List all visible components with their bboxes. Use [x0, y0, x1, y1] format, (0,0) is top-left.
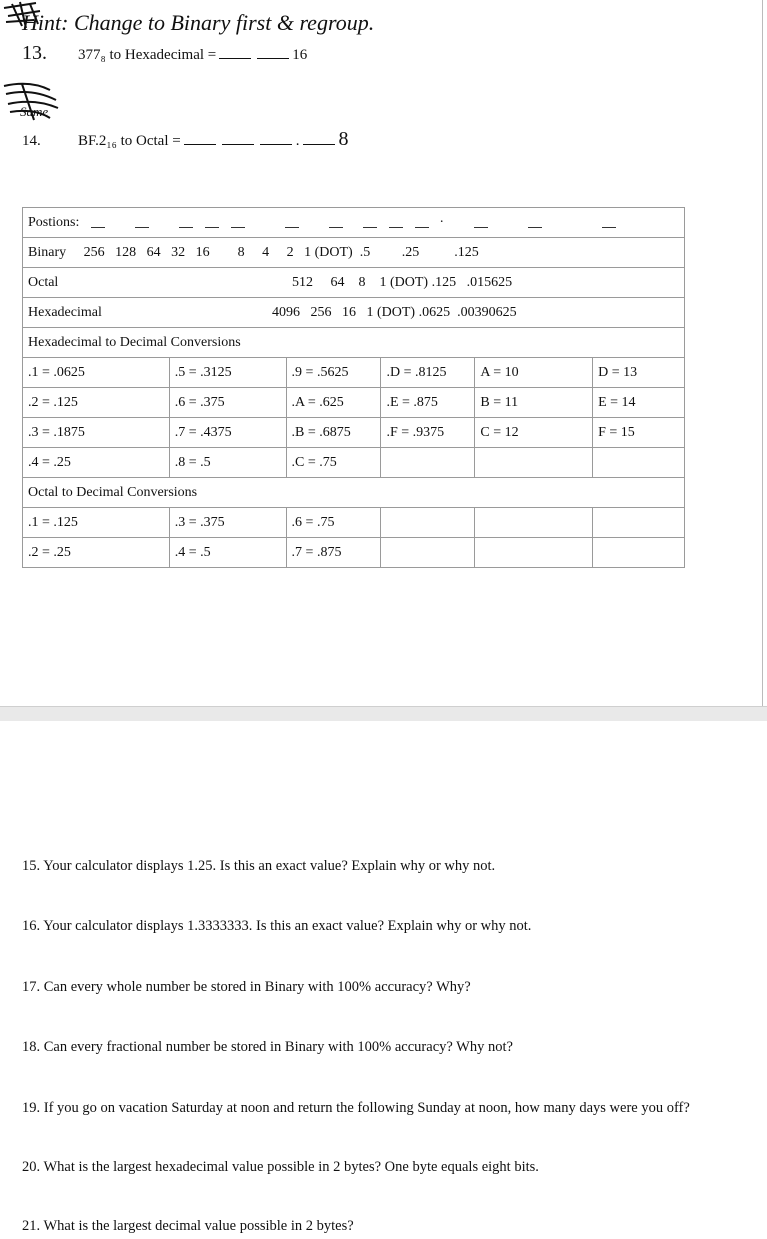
- table-cell: D = 13: [593, 358, 685, 388]
- page-edge: [762, 0, 763, 706]
- annotation-same: Same: [20, 104, 49, 119]
- table-cell: .2 = .25: [23, 538, 170, 568]
- binary-values: 256 128 64 32 16 8 4 2 1 (DOT) .5 .25 .125: [83, 244, 479, 260]
- table-cell: [593, 508, 685, 538]
- positions-label: Postions:: [28, 214, 80, 230]
- question-21: 21. What is the largest decimal value possible in 2 bytes?: [22, 1218, 354, 1234]
- hex-dec-title-row: [23, 328, 685, 358]
- table-cell: .5 = .3125: [169, 358, 286, 388]
- question-14-base: 8: [338, 128, 349, 150]
- answer-blank[interactable]: [260, 132, 292, 145]
- table-cell: .A = .625: [286, 388, 381, 418]
- octal-row: [23, 268, 685, 298]
- table-cell: [593, 538, 685, 568]
- question-14: 14. BF.2₁₆ to Octal = . 8: [22, 128, 349, 150]
- page-separator: [0, 706, 767, 722]
- table-cell: [475, 538, 593, 568]
- hex-label: Hexadecimal: [28, 304, 102, 320]
- table-cell: .6 = .375: [169, 388, 286, 418]
- table-cell: E = 14: [593, 388, 685, 418]
- table-row: [23, 358, 685, 388]
- answer-blank[interactable]: [184, 132, 216, 145]
- table-cell: B = 11: [475, 388, 593, 418]
- table-row: [23, 418, 685, 448]
- question-13: [22, 42, 307, 65]
- table-cell: .7 = .4375: [169, 418, 286, 448]
- table-cell: [475, 448, 593, 478]
- table-cell: .2 = .125: [23, 388, 170, 418]
- answer-blank[interactable]: [303, 132, 335, 145]
- question-13-number: 13.: [22, 42, 47, 64]
- table-cell: .1 = .125: [23, 508, 170, 538]
- question-18: 18. Can every fractional number be stored in Binary with 100% accuracy? Why not?: [22, 1039, 513, 1055]
- hex-row: [23, 298, 685, 328]
- table-cell: [381, 508, 475, 538]
- table-row: [23, 448, 685, 478]
- question-17: 17. Can every whole number be stored in Binary with 100% accuracy? Why?: [22, 979, 471, 995]
- table-cell: .F = .9375: [381, 418, 475, 448]
- binary-label: Binary: [28, 244, 67, 260]
- table-cell: .3 = .1875: [23, 418, 170, 448]
- table-row: [23, 538, 685, 568]
- positions-row: Postions: ·: [23, 208, 685, 238]
- oct-dec-title-row: [23, 478, 685, 508]
- table-cell: .3 = .375: [169, 508, 286, 538]
- table-cell: [593, 448, 685, 478]
- oct-dec-title: Octal to Decimal Conversions: [23, 478, 685, 508]
- hex-values: 4096 256 16 1 (DOT) .0625 .00390625: [272, 304, 517, 320]
- table-cell: .9 = .5625: [286, 358, 381, 388]
- hint-text: Hint: Change to Binary first & regroup.: [22, 10, 375, 35]
- table-cell: .4 = .5: [169, 538, 286, 568]
- octal-values: 512 64 8 1 (DOT) .125 .015625: [292, 274, 513, 290]
- answer-blank[interactable]: [222, 132, 254, 145]
- question-14-number: 14.: [22, 133, 41, 149]
- question-13-text: 377₈ to Hexadecimal =: [78, 47, 217, 63]
- question-19: 19. If you go on vacation Saturday at noon and return the following Sunday at noon, how many days were you off?: [22, 1100, 690, 1116]
- table-cell: .8 = .5: [169, 448, 286, 478]
- worksheet-page-2: [0, 721, 767, 1239]
- table-row: [23, 388, 685, 418]
- answer-blank[interactable]: [219, 46, 251, 59]
- table-cell: .1 = .0625: [23, 358, 170, 388]
- question-15: 15. Your calculator displays 1.25. Is this an exact value? Explain why or why not.: [22, 858, 496, 874]
- table-cell: [475, 508, 593, 538]
- question-13-base: 16: [292, 47, 308, 63]
- table-cell: .D = .8125: [381, 358, 475, 388]
- table-cell: .7 = .875: [286, 538, 381, 568]
- question-16: 16. Your calculator displays 1.3333333. Is this an exact value? Explain why or why not.: [22, 918, 532, 934]
- binary-row: [23, 238, 685, 268]
- table-cell: A = 10: [475, 358, 593, 388]
- question-20: 20. What is the largest hexadecimal value possible in 2 bytes? One byte equals eight bits.: [22, 1159, 539, 1175]
- table-cell: F = 15: [593, 418, 685, 448]
- hex-dec-title: Hexadecimal to Decimal Conversions: [23, 328, 685, 358]
- table-cell: [381, 448, 475, 478]
- table-cell: C = 12: [475, 418, 593, 448]
- table-cell: [381, 538, 475, 568]
- table-cell: .4 = .25: [23, 448, 170, 478]
- conversion-table: [22, 207, 685, 568]
- table-row: [23, 508, 685, 538]
- table-cell: .6 = .75: [286, 508, 381, 538]
- answer-blank[interactable]: [257, 46, 289, 59]
- question-14-text: BF.2₁₆ to Octal =: [78, 133, 181, 149]
- table-cell: .C = .75: [286, 448, 381, 478]
- octal-label: Octal: [28, 274, 59, 290]
- table-cell: .B = .6875: [286, 418, 381, 448]
- table-cell: .E = .875: [381, 388, 475, 418]
